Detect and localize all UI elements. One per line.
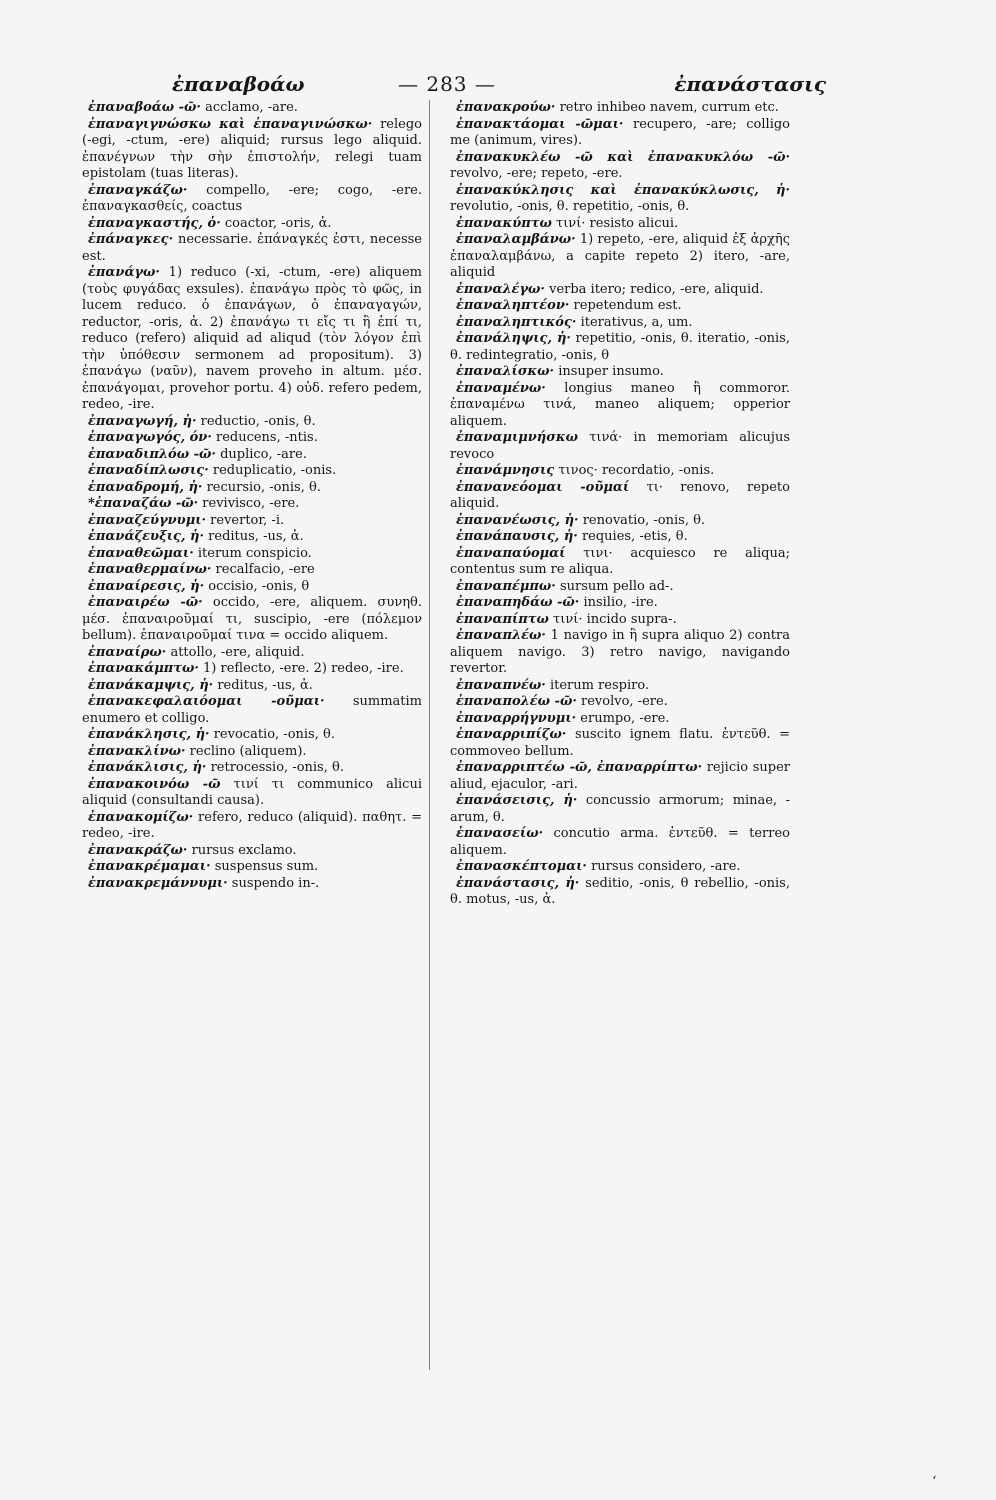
headword: ἐπανάκλησις, ἡ· xyxy=(88,727,210,742)
left-column xyxy=(82,100,422,892)
headword: ἐπαναπίπτω xyxy=(456,611,549,627)
header-right-catchword: ἐπανάστασις xyxy=(674,72,826,96)
headword: ἐπανακρέμαμαι· xyxy=(88,859,211,874)
definition: renovatio, -onis, θ. xyxy=(582,512,706,528)
definition: reducens, -ntis. xyxy=(215,430,318,445)
definition: retro inhibeo navem, currum etc. xyxy=(559,100,779,115)
definition: revivisco, -ere. xyxy=(202,496,300,511)
headword: ἐπανακράζω· xyxy=(88,842,188,858)
definition: τινι· acquiesco re aliqua; contentus sum re aliqua. xyxy=(450,545,790,577)
definition: longius maneo ἢ commoror. ἐπαναμένω τινά, maneo aliquem; opperior aliquem. xyxy=(450,380,790,429)
definition: concussio armorum; minae, -arum, θ. xyxy=(450,793,790,825)
definition: τινος· recordatio, -onis. xyxy=(558,463,715,478)
stray-mark: ‘ xyxy=(932,1474,937,1490)
definition: compello, -ere; cogo, -ere. ἐπαναγκασθείς, coactus xyxy=(82,182,422,214)
definition: suspensus sum. xyxy=(214,859,319,874)
headword: ἐπαναθεῶμαι· xyxy=(88,545,194,561)
definition: duplico, -are. xyxy=(220,446,307,462)
definition: revolutio, -onis, θ. repetitio, -onis, θ. xyxy=(450,199,690,214)
headword: *ἐπαναζάω -ῶ· xyxy=(88,496,199,511)
dictionary-entry xyxy=(82,265,422,414)
headword: ἐπαναπλέω· xyxy=(456,628,546,643)
definition: erumpo, -ere. xyxy=(580,710,670,726)
headword: ἐπανακτάομαι -ῶμαι· xyxy=(456,116,624,132)
definition: occisio, -onis, θ xyxy=(208,578,310,594)
dictionary-entry xyxy=(82,216,422,233)
headword: ἐπανάγω· xyxy=(88,265,160,280)
dictionary-entry xyxy=(82,232,422,265)
dictionary-entry xyxy=(450,364,790,381)
headword: ἐπαναπέμπω· xyxy=(456,578,556,594)
definition: τινά· in memoriam alicujus revoco xyxy=(450,430,790,462)
dictionary-entry xyxy=(450,793,790,826)
dictionary-entry xyxy=(450,694,790,711)
definition: iterativus, a, um. xyxy=(580,314,693,330)
definition: 1) reflecto, -ere. 2) redeo, -ire. xyxy=(203,661,404,676)
headword: ἐπαναλαμβάνω· xyxy=(456,232,576,247)
dictionary-entry xyxy=(450,513,790,530)
dictionary-entry xyxy=(450,826,790,859)
definition: recalfacio, -ere xyxy=(215,562,315,577)
definition: revocatio, -onis, θ. xyxy=(213,727,335,742)
definition: retrocessio, -onis, θ. xyxy=(210,760,344,775)
running-header xyxy=(150,72,826,100)
dictionary-entry xyxy=(450,183,790,216)
definition: recupero, -are; colligo me (animum, vires). xyxy=(450,116,790,148)
headword: ἐπάναγκες· xyxy=(88,232,174,247)
dictionary-entry xyxy=(82,595,422,645)
definition: reditus, -us, ἀ. xyxy=(208,529,304,544)
headword: ἐπανακλίνω· xyxy=(88,743,186,759)
definition: rursus exclamo. xyxy=(191,842,297,858)
headword: ἐπανακοινόω -ῶ xyxy=(88,776,221,792)
header-left-catchword: ἐπαναβοάω xyxy=(172,72,305,96)
headword: ἐπαναβοάω -ῶ· xyxy=(88,100,201,115)
definition: sursum pello ad-. xyxy=(559,578,674,594)
definition: recursio, -onis, θ. xyxy=(206,479,321,495)
definition: coactor, -oris, ἀ. xyxy=(224,215,332,231)
dictionary-entry xyxy=(450,232,790,282)
dictionary-entry xyxy=(450,760,790,793)
dictionary-entry xyxy=(82,513,422,530)
definition: reduplicatio, -onis. xyxy=(212,463,337,478)
dictionary-entry xyxy=(450,711,790,728)
headword: ἐπαναγκάζω· xyxy=(88,182,188,198)
headword: ἐπανακρεμάννυμι· xyxy=(88,875,228,891)
headword: ἐπανάμνησις xyxy=(456,463,555,478)
dictionary-entry xyxy=(82,694,422,727)
definition: revertor, -i. xyxy=(210,512,285,528)
dictionary-entry xyxy=(450,480,790,513)
headword: ἐπανανεόομαι -οῦμαί xyxy=(456,479,630,495)
dictionary-entry xyxy=(82,645,422,662)
definition: 1 navigo in ἢ supra aliquo 2) contra aliquem navigo. 3) retro navigo, navigando revertor. xyxy=(450,628,790,676)
dictionary-entry xyxy=(450,331,790,364)
definition: iterum respiro. xyxy=(549,677,650,693)
definition: reclino (aliquem). xyxy=(189,743,307,759)
definition: suspendo in-. xyxy=(231,875,320,891)
definition: seditio, -onis, θ rebellio, -onis, θ. motus, -us, ἀ. xyxy=(450,875,790,907)
dictionary-entry xyxy=(450,876,790,909)
headword: ἐπανανέωσις, ἡ· xyxy=(456,512,579,528)
headword: ἐπαναμιμνήσκω xyxy=(456,430,578,445)
dictionary-entry xyxy=(450,216,790,233)
dictionary-entry xyxy=(450,546,790,579)
dictionary-entry xyxy=(82,810,422,843)
column-divider xyxy=(429,100,430,1370)
headword: ἐπανάζευξις, ἡ· xyxy=(88,529,205,544)
dictionary-entry xyxy=(450,430,790,463)
dictionary-entry xyxy=(450,315,790,332)
headword: ἐπανάληψις, ἡ· xyxy=(456,331,571,346)
headword: ἐπανακεφαλαιόομαι -οῦμαι· xyxy=(88,694,325,709)
headword: ἐπαναδρομή, ἡ· xyxy=(88,479,203,495)
dictionary-entry xyxy=(82,876,422,893)
dictionary-entry xyxy=(82,447,422,464)
dictionary-entry xyxy=(82,678,422,695)
dictionary-entry xyxy=(82,529,422,546)
dictionary-entry xyxy=(450,282,790,299)
dictionary-entry xyxy=(82,744,422,761)
headword: ἐπαναθερμαίνω· xyxy=(88,562,212,577)
headword: ἐπανακύπτω xyxy=(456,215,552,231)
headword: ἐπαναλίσκω· xyxy=(456,364,555,379)
headword: ἐπαναγωγή, ἡ· xyxy=(88,413,197,429)
definition: verba itero; redico, -ere, aliquid. xyxy=(549,281,764,297)
dictionary-entry xyxy=(82,100,422,117)
headword: ἐπανακρούω· xyxy=(456,100,556,115)
headword: ἐπανακομίζω· xyxy=(88,809,194,825)
dictionary-entry xyxy=(450,463,790,480)
dictionary-entry xyxy=(450,117,790,150)
definition: acclamo, -are. xyxy=(205,100,298,115)
headword: ἐπανάσεισις, ἡ· xyxy=(456,793,578,808)
definition: concutio arma. ἐντεῦθ. = terreo aliquem. xyxy=(450,826,790,858)
dictionary-entry xyxy=(82,777,422,810)
definition: summatim enumero et colligo. xyxy=(82,694,422,726)
dictionary-entry xyxy=(450,529,790,546)
dictionary-entry xyxy=(450,100,790,117)
dictionary-entry xyxy=(82,562,422,579)
dictionary-entry xyxy=(82,661,422,678)
dictionary-entry xyxy=(450,595,790,612)
definition: iterum conspicio. xyxy=(197,545,312,561)
dictionary-entry xyxy=(82,760,422,777)
headword: ἐπαναπνέω· xyxy=(456,677,546,693)
page-number: — 283 — xyxy=(398,72,496,96)
definition: repetendum est. xyxy=(573,298,682,313)
dictionary-entry xyxy=(450,859,790,876)
headword: ἐπανακάμπτω· xyxy=(88,661,199,676)
definition: insilio, -ire. xyxy=(583,595,658,610)
dictionary-entry xyxy=(82,117,422,183)
dictionary-entry xyxy=(82,463,422,480)
definition: revolvo, -ere. xyxy=(581,694,668,709)
dictionary-entry xyxy=(450,727,790,760)
headword: ἐπανάκαμψις, ἡ· xyxy=(88,677,214,693)
headword: ἐπαναζεύγνυμι· xyxy=(88,512,207,528)
dictionary-entry xyxy=(82,496,422,513)
headword: ἐπαναίρεσις, ἡ· xyxy=(88,578,205,594)
dictionary-entry xyxy=(82,579,422,596)
dictionary-entry xyxy=(82,859,422,876)
definition: τινί· incido supra-. xyxy=(553,611,677,627)
headword: ἐπαναγιγνώσκω καὶ ἐπαναγινώσκω· xyxy=(88,116,373,132)
definition: 1) reduco (-xi, -ctum, -ere) aliquem (τοὺς φυγάδας exsules). ἐπανάγω πρὸς τὸ φῶς, in lucem reduco. ὁ ἐπανάγων, ὁ ἐπαναγαγών, reductor, -oris, ἀ. 2) ἐπανάγω τι εἴς τι ἢ ἐπί τι, reduco (refero) aliquid ad aliqud (τὸν λόγον ἐπὶ τὴν ὑπόθεσιν sermonem ad propositum). 3) ἐπανάγω (ναῦν), navem proveho in altum. μέσ. ἐπανάγομαι, provehor portu. 4) οὐδ. refero pedem, redeo, -ire. xyxy=(82,265,422,412)
headword: ἐπανάπαυσις, ἡ· xyxy=(456,529,578,544)
definition: reductio, -onis, θ. xyxy=(200,413,316,429)
dictionary-entry xyxy=(82,727,422,744)
definition: 1) repeto, -ere, aliquid ἐξ ἀρχῆς ἐπαναλαμβάνω, a capite repeto 2) itero, -are, aliquid xyxy=(450,232,790,280)
dictionary-entry xyxy=(82,546,422,563)
definition: rursus considero, -are. xyxy=(591,859,741,874)
headword: ἐπαναληπτέον· xyxy=(456,298,570,313)
definition: relego (-egi, -ctum, -ere) aliquid; rursus lego aliquid. ἐπανέγνων τὴν σὴν ἐπιστολήν, relegi tuam epistolam (tuas literas). xyxy=(82,116,422,181)
headword: ἐπαναπαύομαί xyxy=(456,545,566,561)
dictionary-entry xyxy=(450,381,790,431)
headword: ἐπαναρρήγνυμι· xyxy=(456,710,577,726)
definition: reditus, -us, ἀ. xyxy=(217,677,313,693)
dictionary-entry xyxy=(450,579,790,596)
dictionary-entry xyxy=(82,480,422,497)
dictionary-entry xyxy=(82,414,422,431)
definition: attollo, -ere, aliquid. xyxy=(170,644,305,660)
dictionary-entry xyxy=(450,298,790,315)
dictionary-entry xyxy=(82,430,422,447)
right-column xyxy=(450,100,790,909)
definition: occido, -ere, aliquem. συνηθ. μέσ. ἐπαναιροῦμαί τι, suscipio, -ere (πόλεμον bellum). ἐπαναιροῦμαί τινα = occido aliquem. xyxy=(82,595,422,643)
dictionary-entry xyxy=(450,612,790,629)
headword: ἐπαναιρέω -ῶ· xyxy=(88,595,203,610)
headword: ἐπαναγκαστής, ὁ· xyxy=(88,215,221,231)
headword: ἐπανασείω· xyxy=(456,826,544,841)
definition: requies, -etis, θ. xyxy=(581,529,688,544)
headword: ἐπαναρριπτέω -ῶ, ἐπαναρρίπτω· xyxy=(456,760,703,775)
headword: ἐπαναλέγω· xyxy=(456,281,545,297)
definition: refero, reduco (aliquid). παθητ. = redeo, -ire. xyxy=(82,809,422,841)
dictionary-entry xyxy=(82,843,422,860)
definition: τι· renovo, repeto aliquid. xyxy=(450,479,790,511)
definition: suscito ignem flatu. ἐντεῦθ. = commoveo bellum. xyxy=(450,727,790,759)
headword: ἐπαναρριπίζω· xyxy=(456,727,567,742)
headword: ἐπανακύκλησις καὶ ἐπανακύκλωσις, ἡ· xyxy=(456,182,790,198)
definition: repetitio, -onis, θ. iteratio, -onis, θ. redintegratio, -onis, θ xyxy=(450,331,790,363)
headword: ἐπαναδιπλόω -ῶ· xyxy=(88,446,216,462)
headword: ἐπανάκλισις, ἡ· xyxy=(88,760,207,775)
headword: ἐπαναίρω· xyxy=(88,644,167,660)
headword: ἐπαναδίπλωσις· xyxy=(88,463,209,478)
definition: τινί τι communico alicui aliquid (consultandi causa). xyxy=(82,776,422,808)
headword: ἐπαναληπτικός· xyxy=(456,314,577,330)
dictionary-entry xyxy=(450,678,790,695)
headword: ἐπανάστασις, ἡ· xyxy=(456,875,580,891)
definition: necessarie. ἐπάναγκές ἐστι, necesse est. xyxy=(82,232,422,264)
definition: τινί· resisto alicui. xyxy=(556,215,679,231)
definition: insuper insumo. xyxy=(558,364,664,379)
dictionary-entry xyxy=(82,183,422,216)
headword: ἐπαναπολέω -ῶ· xyxy=(456,694,577,709)
headword: ἐπανασκέπτομαι· xyxy=(456,859,587,874)
dictionary-entry xyxy=(450,150,790,183)
headword: ἐπαναμένω· xyxy=(456,380,546,396)
definition: rejicio super aliud, ejaculor, -ari. xyxy=(450,760,790,792)
definition: revolvo, -ere; repeto, -ere. xyxy=(450,166,623,181)
dictionary-entry xyxy=(450,628,790,678)
headword: ἐπαναπηδάω -ῶ· xyxy=(456,595,580,610)
headword: ἐπανακυκλέω -ῶ καὶ ἐπανακυκλόω -ῶ· xyxy=(456,149,790,165)
headword: ἐπαναγωγός, όν· xyxy=(88,430,212,445)
